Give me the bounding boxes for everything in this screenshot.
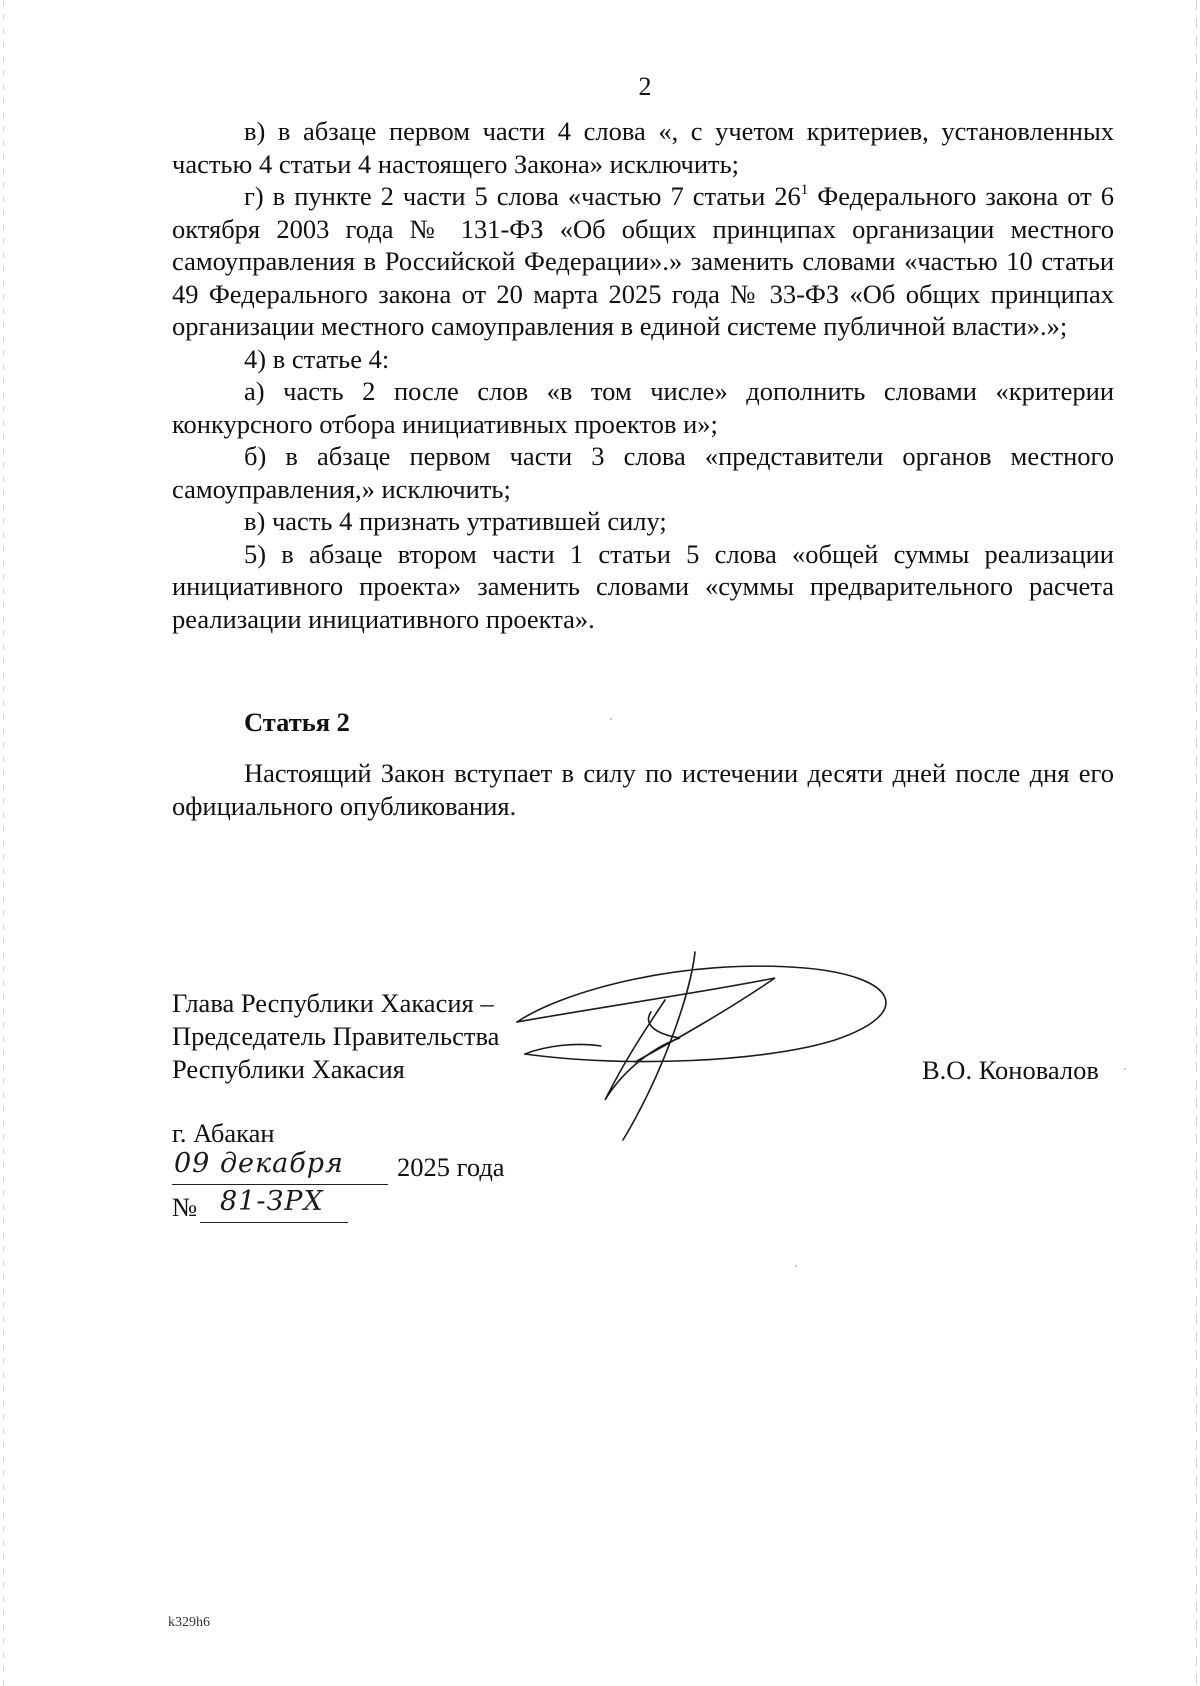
place-of-signing: г. Абакан	[172, 1118, 275, 1148]
paragraph-item-5: 5) в абзаце втором части 1 статьи 5 слова «общей суммы реализации инициативного проекта» заменить словами «суммы предварительного расчета реализации инициативного проекта».	[172, 538, 1114, 634]
scan-edge-right	[1196, 0, 1197, 1686]
amendments-text	[172, 115, 1114, 635]
paragraph-g	[172, 180, 1114, 343]
superscript-index: 1	[800, 182, 809, 198]
law-number	[172, 1188, 372, 1224]
signature-loop-stroke	[517, 966, 886, 1061]
signature-vertical-stroke	[623, 952, 695, 1140]
paragraph-item-4: 4) в статье 4:	[244, 343, 390, 374]
signatory-title-line-2: Председатель Правительства	[172, 1021, 500, 1051]
signature-tail-stroke	[525, 1044, 601, 1054]
date-year: 2025 года	[397, 1152, 505, 1182]
article-2-text: Настоящий Закон вступает в силу по истечении десяти дней после дня его официального опубликования.	[172, 758, 1114, 821]
article-2-body	[172, 757, 1114, 822]
page-number: 2	[638, 72, 652, 101]
signature-flourish-stroke	[605, 1000, 680, 1100]
paragraph-4a: а) часть 2 после слов «в том числе» дополнить словами «критерии конкурсного отбора инициативных проектов и»;	[172, 376, 1114, 439]
scan-speck	[610, 718, 612, 720]
paragraph-4b: б) в абзаце первом части 3 слова «представители органов местного самоуправления,» исключить;	[172, 441, 1114, 504]
signatory-title	[172, 987, 499, 1086]
document-code: k329h6	[168, 1615, 210, 1630]
signatory-name: В.О. Коновалов	[922, 1055, 1099, 1085]
paragraph-g-end: Федерального закона от 6 октября 2003 года № 131-ФЗ «Об общих принципах организации местного самоуправления в Российской Федерации».» заменить словами «частью 10 статьи 49 Федерального закона от 20 марта 2025 года № 33-ФЗ «Об общих принципах организации местного самоуправления в единой системе публичной власти».»;	[172, 181, 1114, 341]
article-2-heading: Статья 2	[244, 707, 350, 737]
handwritten-signature	[505, 950, 905, 1150]
signatory-title-line-1: Глава Республики Хакасия –	[172, 988, 494, 1018]
paragraph-v: в) в абзаце первом части 4 слова «, с учетом критериев, установленных частью 4 статьи 4 настоящего Закона» исключить;	[172, 116, 1114, 179]
number-sign: №	[172, 1192, 198, 1222]
signatory-title-line-3: Республики Хакасия	[172, 1054, 405, 1084]
scan-edge-left	[3, 0, 4, 1686]
scan-speck	[1124, 1068, 1126, 1070]
signing-date	[172, 1150, 532, 1186]
scan-speck	[795, 1265, 797, 1267]
paragraph-g-start: г) в пункте 2 части 5 слова «частью 7 статьи 26	[244, 181, 801, 211]
handwritten-number: 81-ЗРХ	[220, 1186, 324, 1217]
handwritten-date: 09 декабря	[174, 1148, 344, 1179]
signature-inner-stroke	[517, 978, 775, 1062]
paragraph-4v: в) часть 4 признать утратившей силу;	[244, 506, 667, 536]
